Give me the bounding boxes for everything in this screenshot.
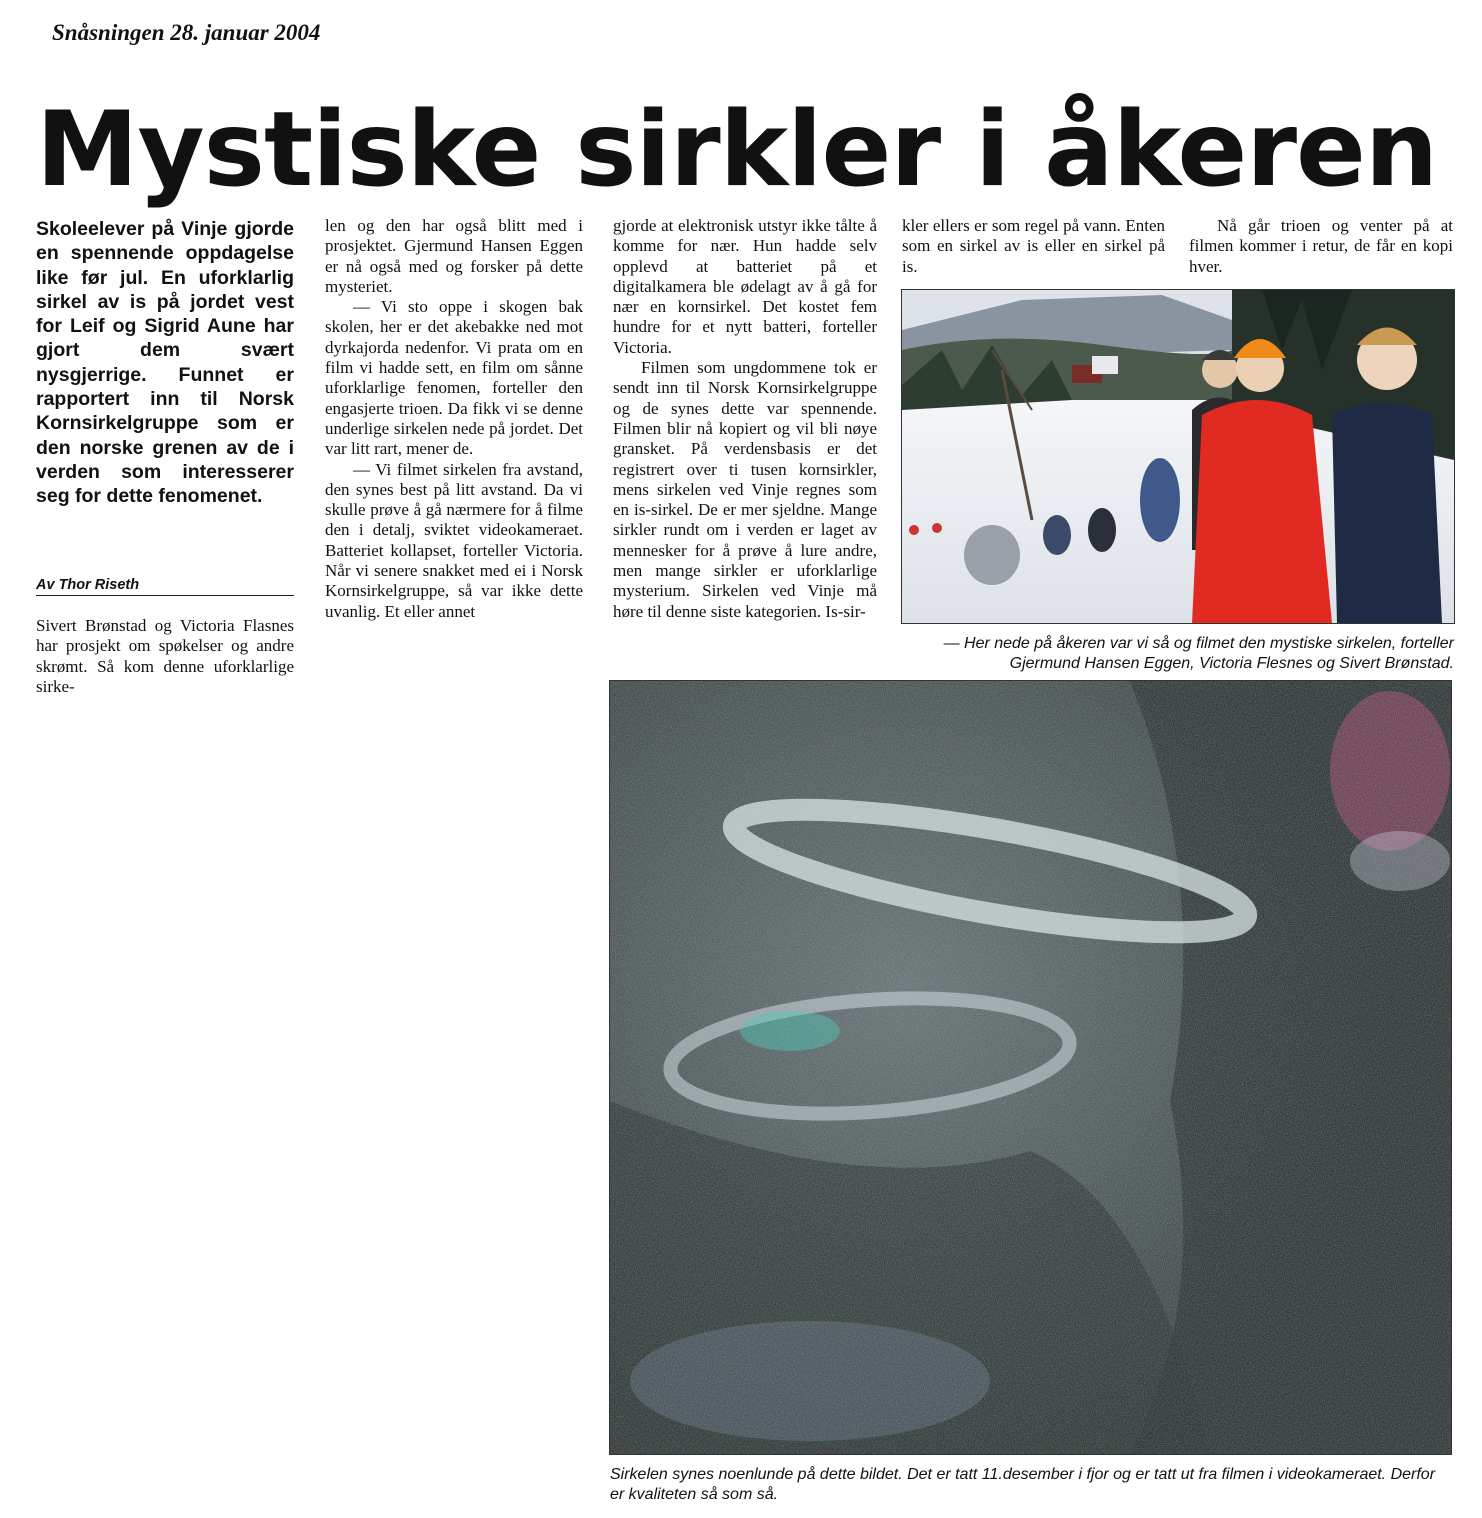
body-column-4 <box>902 216 1165 277</box>
body-column-1 <box>36 616 294 697</box>
body-paragraph: Nå går trioen og venter på at filmen kommer i retur, de får en kopi hver. <box>1189 216 1453 276</box>
article-lead: Skoleelever på Vinje gjorde en spennende oppdagelse like før jul. En uforklarlig sirkel av is på jordet vest for Leif og Sigrid Aune har gjort dem svært nysgjerrige. Funnet er rapportert inn til Norsk Kornsirkelgruppe som er den norske grenen av de i verden som interesserer seg for dette fenomenet. <box>36 218 294 508</box>
newspaper-source-line: Snåsningen 28. januar 2004 <box>52 20 321 45</box>
body-column-2 <box>325 216 583 622</box>
photo-three-kids-snow-icon <box>901 289 1455 624</box>
body-column-3 <box>613 216 877 622</box>
byline: Av Thor Riseth <box>36 577 294 596</box>
body-paragraph: gjorde at elektronisk utstyr ikke tålte å komme for nær. Hun hadde selv opplevd at batteriet på et digitalkamera ble ødelagt av å gå for nær en kornsirkel. Det kostet fem hundre for et nytt batteri, forteller Victoria. <box>613 216 877 357</box>
article-headline: Mystiske sirkler i åkeren <box>36 90 1438 210</box>
body-paragraph: len og den har også blitt med i prosjektet. Gjermund Hansen Eggen er nå også med og forsker på dette mysteriet. <box>325 216 583 296</box>
body-paragraph: Sivert Brønstad og Victoria Flasnes har prosjekt om spøkelser og andre skrømt. Så kom denne uforklarlige sirke- <box>36 616 294 696</box>
body-paragraph: — Vi sto oppe i skogen bak skolen, her er det akebakke ned mot dyrkajorda nedenfor. Vi prata om en film vi hadde sett, en film om sånne uforklarlige fenomen, forteller den engasjerte trioen. Da fikk vi se denne underlige sirkelen nede på jordet. Det var litt rart, mener de. <box>325 297 583 459</box>
photo-caption-kids: — Her nede på åkeren var vi så og filmet den mystiske sirkelen, forteller Gjermund Hansen Eggen, Victoria Flesnes og Sivert Brønstad. <box>943 635 1454 672</box>
body-paragraph: — Vi filmet sirkelen fra avstand, den synes best på litt avstand. Da vi skulle prøve å gå nærmere for å filme den i detalj, sviktet videokameraet. Batteriet kollapset, forteller Victoria. Når vi senere snakket med ei i Norsk Kornsirkelgruppe, så var ikke dette uvanlig. Et eller annet <box>325 459 583 621</box>
body-paragraph: kler ellers er som regel på vann. Enten som en sirkel av is eller en sirkel på is. <box>902 216 1165 276</box>
photo-caption-circle: Sirkelen synes noenlunde på dette bildet. Det er tatt 11.desember i fjor og er tatt ut fra filmen i videokameraet. Derfor er kvaliteten så som så. <box>610 1466 1436 1503</box>
body-paragraph: Filmen som ungdommene tok er sendt inn til Norsk Kornsirkelgruppe og de synes dette var spennende. Filmen blir nå kopiert og vil bli nøye gransket. På verdensbasis er det registrert over ti tusen kornsirkler, mens sirkelen ved Vinje regnes som en is-sirkel. De er mer sjeldne. Mange sirkler rundt om i verden er laget av mennesker for å prøve å lure andre, men mange sirkler er uforklarlige mysterium. Sirkelen ved Vinje må høre til denne siste kategorien. Is-sir- <box>613 358 877 621</box>
photo-ice-circle-video-still-icon <box>609 680 1452 1455</box>
body-column-5 <box>1189 216 1453 277</box>
